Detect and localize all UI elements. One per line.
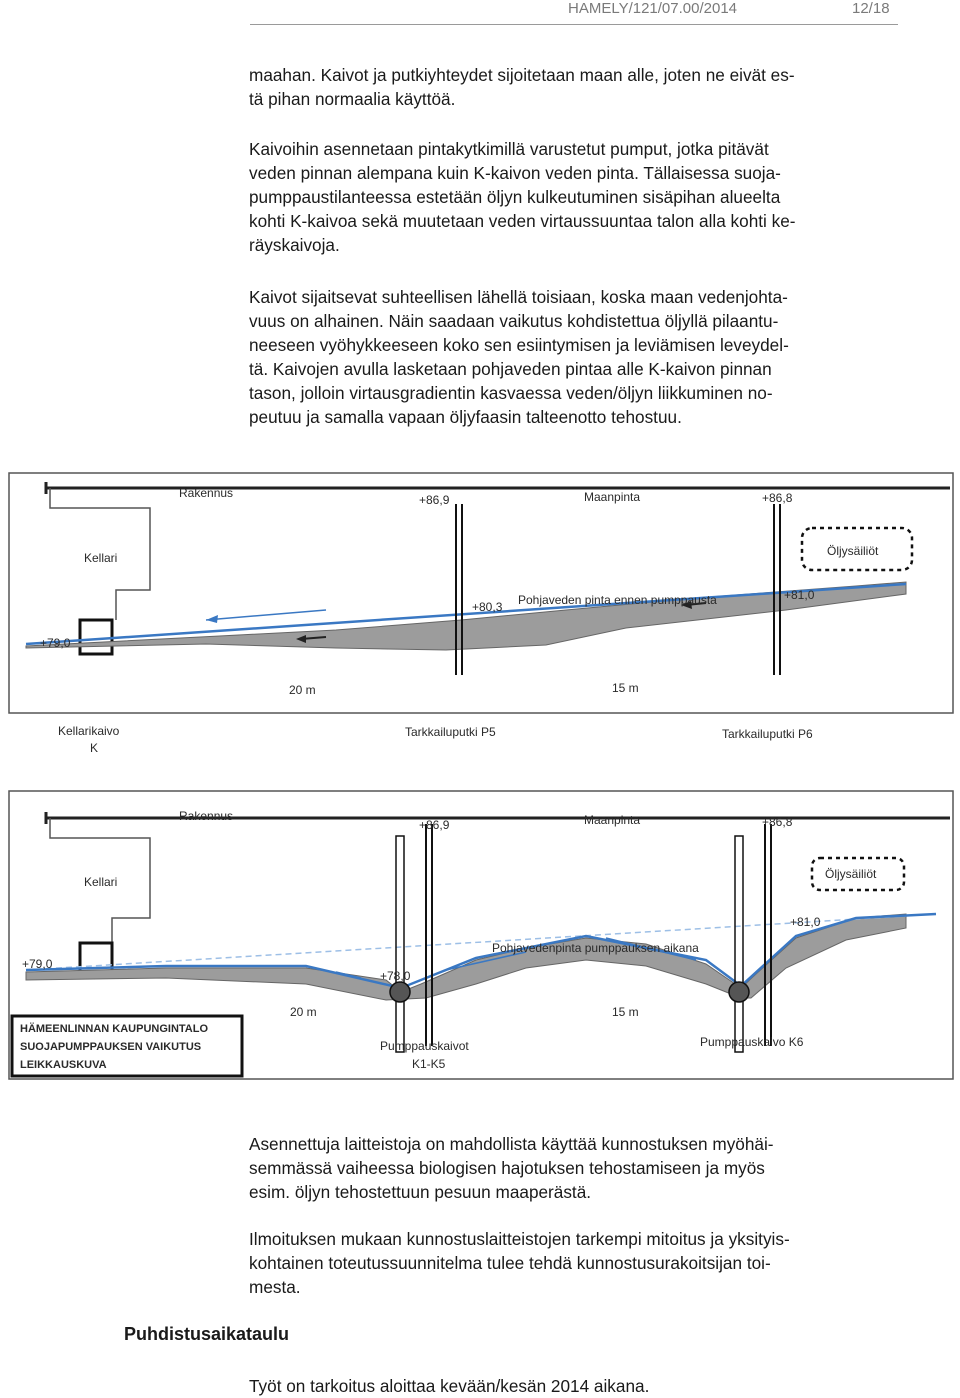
distance-1-label: 20 m xyxy=(290,1005,317,1019)
page-number: 12/18 xyxy=(852,0,890,17)
level-p5-label: +86,9 xyxy=(419,818,450,832)
cross-section-before-pumping xyxy=(6,470,956,775)
kellarikaivo-id-label: K xyxy=(90,741,99,755)
pumping-wells-label: Pumppauskaivot xyxy=(380,1039,469,1053)
distance-1-label: 20 m xyxy=(289,683,316,697)
oljysailiot-label: Öljysäiliöt xyxy=(825,867,877,881)
paragraph-5: Ilmoituksen mukaan kunnostuslaitteistojen tarkempi mitoitus ja yksityis- kohtainen toteutussuunnitelma tulee tehdä kunnostusurakoitsijan toi- mesta. xyxy=(249,1229,790,1297)
p6-label: Tarkkailuputki P6 xyxy=(722,727,813,741)
level-p5-label: +86,9 xyxy=(419,493,450,507)
oljysailiot-label: Öljysäiliöt xyxy=(827,544,879,558)
kellarikaivo-label: Kellarikaivo xyxy=(58,724,120,738)
level-right-label: +81,0 xyxy=(790,915,821,929)
figure-title-line-1: HÄMEENLINNAN KAUPUNGINTALO xyxy=(20,1023,209,1035)
level-k-label: +79,0 xyxy=(40,636,71,650)
level-p6-label: +86,8 xyxy=(762,815,793,829)
pumping-well-k6-label: Pumppauskaivo K6 xyxy=(700,1035,804,1049)
level-p6-label: +86,8 xyxy=(762,491,793,505)
level-pump-label: +78,0 xyxy=(380,969,411,983)
document-reference: HAMELY/121/07.00/2014 xyxy=(568,0,738,17)
p5-label: Tarkkailuputki P5 xyxy=(405,725,496,739)
paragraph-2: Kaivoihin asennetaan pintakytkimillä varustetut pumput, jotka pitävät veden pinnan alempana kuin K-kaivon veden pinta. Tällaisessa suoja- pumppaustilanteessa estetään öljyn kulkeutuminen sisäpihan alueelta kohti K-kaivoa sekä muutetaan veden virtaussuuntaa talon alla kohti ke- räyskaivoja. xyxy=(249,139,796,255)
kellari-label: Kellari xyxy=(84,875,118,889)
rakennus-label: Rakennus xyxy=(179,809,234,823)
rakennus-label: Rakennus xyxy=(179,486,234,500)
paragraph-4: Asennettuja laitteistoja on mahdollista käyttää kunnostuksen myöhäi- semmässä vaiheessa biologisen hajotuksen tehostamiseen ja myös esim. öljyn tehostettuun pesuun maaperästä. xyxy=(249,1134,774,1202)
level-water-p5-label: +80,3 xyxy=(472,600,503,614)
pumping-wells-id-label: K1-K5 xyxy=(412,1057,446,1071)
distance-2-label: 15 m xyxy=(612,1005,639,1019)
water-level-label: Pohjaveden pinta ennen pumppausta xyxy=(518,593,717,607)
distance-2-label: 15 m xyxy=(612,681,639,695)
maanpinta-label: Maanpinta xyxy=(584,490,641,504)
section-title: Puhdistusaikataulu xyxy=(124,1324,290,1344)
paragraph-1: maahan. Kaivot ja putkiyhteydet sijoitetaan maan alle, joten ne eivät es- tä pihan normaalia käyttöä. xyxy=(249,65,795,109)
figure-title-line-3: LEIKKAUSKUVA xyxy=(20,1059,107,1071)
paragraph-3: Kaivot sijaitsevat suhteellisen lähellä toisiaan, koska maan vedenjohta- vuus on alhainen. Näin saadaan vaikutus kohdistettua öljyllä pilaantu- neeseen vyöhykkeeseen koko sen esiintymisen ja leviämisen leveydel- tä. Kaivojen avulla lasketaan pohjaveden pintaa alle K-kaivon pinnan tason, jolloin virtausgradientin kasvaessa veden/öljyn liikkuminen no- peutuu ja samalla vapaan öljyfaasin talteenotto tehostuu. xyxy=(249,287,789,427)
water-level-label: Pohjavedenpinta pumppauksen aikana xyxy=(492,941,699,955)
page-header xyxy=(0,0,960,24)
header-divider xyxy=(250,24,898,25)
level-water-p6-label: +81,0 xyxy=(784,588,815,602)
figure-title-line-2: SUOJAPUMPPAUKSEN VAIKUTUS xyxy=(20,1041,202,1053)
cross-section-during-pumping xyxy=(6,788,956,1084)
schedule-paragraph: Työt on tarkoitus aloittaa kevään/kesän 2014 aikana. xyxy=(249,1376,650,1396)
level-k-label: +79,0 xyxy=(22,957,53,971)
maanpinta-label: Maanpinta xyxy=(584,813,641,827)
kellari-label: Kellari xyxy=(84,551,118,565)
